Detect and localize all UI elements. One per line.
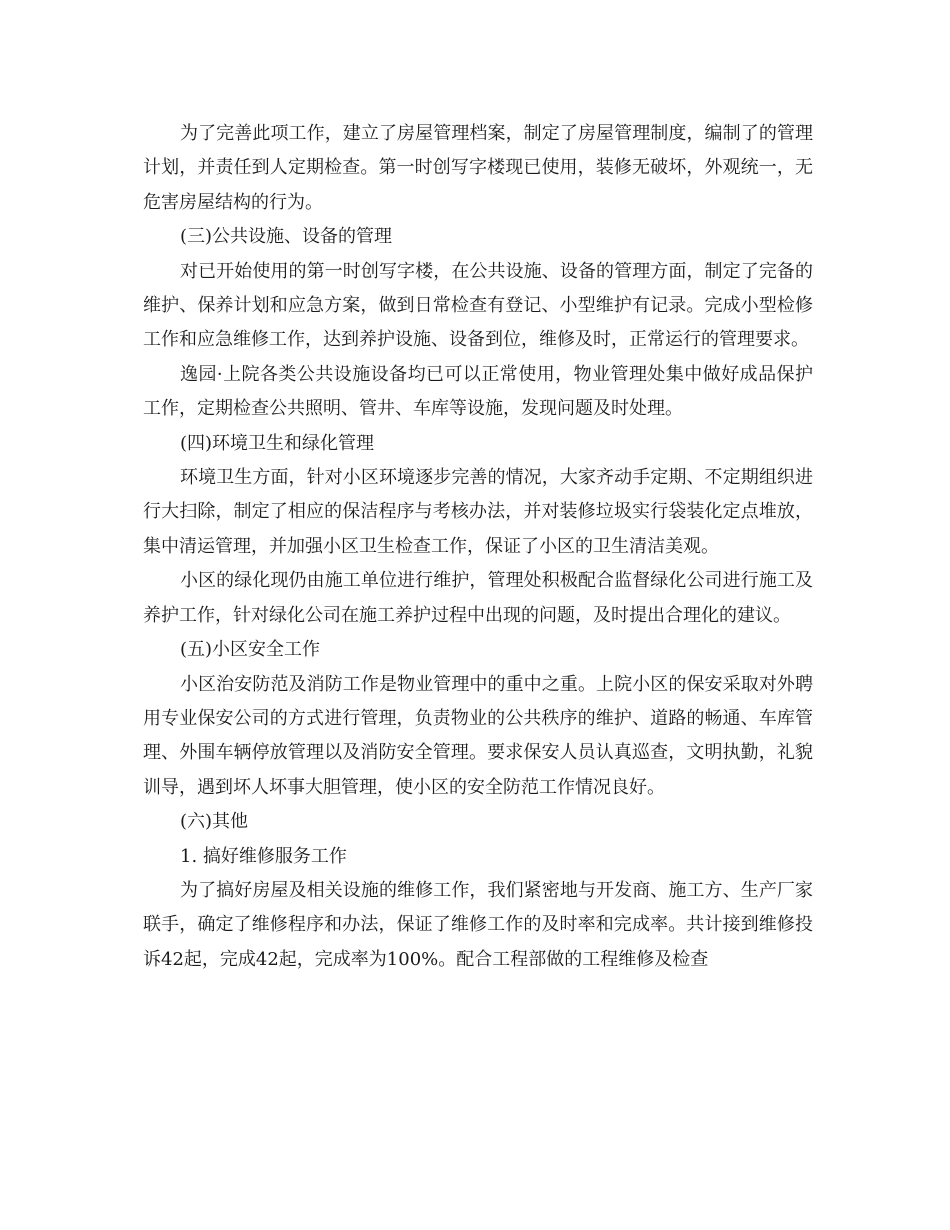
document-body — [143, 117, 813, 977]
paragraph-house-management: 为了完善此项工作，建立了房屋管理档案，制定了房屋管理制度，编制了的管理计划，并责任到人定期检查。第一时创写字楼现已使用，装修无破坏，外观统一，无危害房屋结构的行为。 — [143, 123, 813, 213]
subheading-repair-service: 1. 搞好维修服务工作 — [180, 845, 347, 867]
section-heading-environment-greening: (四)环境卫生和绿化管理 — [180, 432, 375, 454]
section-heading-public-facilities: (三)公共设施、设备的管理 — [180, 226, 393, 248]
section-heading-other: (六)其他 — [180, 811, 249, 833]
paragraph-repair-service: 为了搞好房屋及相关设施的维修工作，我们紧密地与开发商、施工方、生产厂家联手，确定了维修程序和办法，保证了维修工作的及时率和完成率。共计接到维修投诉42起，完成42起，完成率为100%。配合工程部做的工程维修及检查 — [143, 879, 813, 970]
paragraph-security: 小区治安防范及消防工作是物业管理中的重中之重。上院小区的保安采取对外聘用专业保安公司的方式进行管理，负责物业的公共秩序的维护、道路的畅通、车库管理、外围车辆停放管理以及消防安全管理。要求保安人员认真巡查，文明执勤，礼貌训导，遇到坏人坏事大胆管理，使小区的安全防范工作情况良好。 — [143, 673, 813, 798]
section-heading-security: (五)小区安全工作 — [180, 639, 321, 661]
paragraph-facilities-maintenance: 对已开始使用的第一时创写字楼，在公共设施、设备的管理方面，制定了完备的维护、保养计划和应急方案，做到日常检查有登记、小型维护有记录。完成小型检修工作和应急维修工作，达到养护设施、设备到位，维修及时，正常运行的管理要求。 — [143, 260, 813, 351]
paragraph-environment-hygiene: 环境卫生方面，针对小区环境逐步完善的情况，大家齐动手定期、不定期组织进行大扫除，制定了相应的保洁程序与考核办法，并对装修垃圾实行袋装化定点堆放，集中清运管理，并加强小区卫生检查工作，保证了小区的卫生清洁美观。 — [143, 467, 813, 557]
paragraph-yiyuan-facilities: 逸园·上院各类公共设施设备均已可以正常使用，物业管理处集中做好成品保护工作，定期检查公共照明、管井、车库等设施，发现问题及时处理。 — [143, 363, 813, 420]
paragraph-greening: 小区的绿化现仍由施工单位进行维护，管理处积极配合监督绿化公司进行施工及养护工作，针对绿化公司在施工养护过程中出现的问题，及时提出合理化的建议。 — [143, 570, 813, 626]
